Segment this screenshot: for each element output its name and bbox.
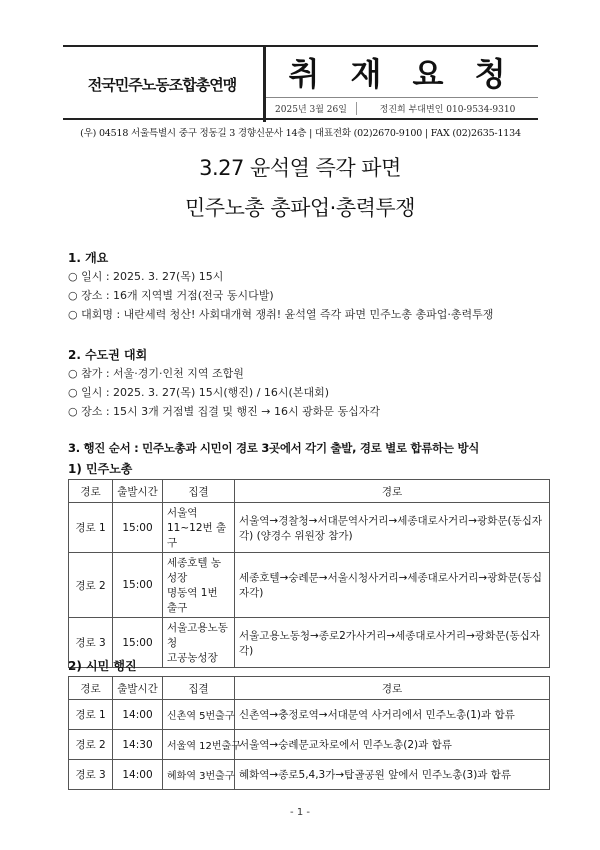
main-title-line2: 민주노총 총파업·총력투쟁 (185, 196, 415, 220)
section2-bullet (68, 365, 244, 381)
section2-heading: 2. 수도권 대회 (68, 348, 148, 362)
cell-time: 14:00 (113, 760, 163, 790)
col-time: 출발시간 (113, 480, 163, 503)
cell-time: 15:00 (113, 503, 163, 553)
doc-type-title: 취 재 요 청 (288, 55, 516, 93)
cell-route: 경로 2 (69, 553, 113, 618)
section2-bullet (68, 403, 380, 419)
citizen-route-table (68, 676, 550, 790)
union-route-table (68, 479, 550, 668)
cell-route: 경로 1 (69, 503, 113, 553)
cell-route: 경로 2 (69, 730, 113, 760)
cell-path: 서울고용노동청→종로2가사거리→세종대로사거리→광화문(동십자각) (235, 618, 550, 668)
cell-route: 경로 1 (69, 700, 113, 730)
cell-gather: 서울역 11~12번 출구 (163, 503, 235, 553)
col-path: 경로 (235, 480, 550, 503)
bullet-marker: ○ (68, 270, 78, 283)
col-gather: 집결 (163, 480, 235, 503)
org-name: 전국민주노동조합총연맹 (87, 76, 237, 94)
cell-time: 14:30 (113, 730, 163, 760)
table-header-row (69, 677, 550, 700)
table-row (69, 700, 550, 730)
cell-gather: 신촌역 5번출구 (163, 700, 235, 730)
bullet-text: 일시 : 2025. 3. 27(목) 15시 (81, 270, 224, 283)
main-title-line1: 3.27 윤석열 즉각 파면 (199, 156, 401, 180)
col-time: 출발시간 (113, 677, 163, 700)
table-row (69, 618, 550, 668)
bullet-text: 일시 : 2025. 3. 27(목) 15시(행진) / 16시(본대회) (81, 386, 329, 399)
col-path: 경로 (235, 677, 550, 700)
bullet-marker: ○ (68, 289, 78, 302)
bullet-text: 장소 : 15시 3개 거점별 집결 및 행진 → 16시 광화문 동십자각 (81, 405, 381, 418)
cell-gather: 서울역 12번출구 (163, 730, 235, 760)
address-line: (우) 04518 서울특별시 중구 정동길 3 경향신문사 14층 | 대표전화 (02)2670-9100 | FAX (02)2635-1134 (80, 128, 521, 139)
section3-heading: 3. 행진 순서 : 민주노총과 시민이 경로 3곳에서 각기 출발, 경로 별로 합류하는 방식 (68, 441, 480, 455)
section1-bullet (68, 268, 223, 284)
cell-path: 서울역→숭례문교차로에서 민주노총(2)과 합류 (235, 730, 550, 760)
section1-heading: 1. 개요 (68, 251, 109, 265)
cell-path: 서울역→경찰청→서대문역사거리→세종대로사거리→광화문(동십자각) (양경수 위원장 참가) (235, 503, 550, 553)
col-route: 경로 (69, 677, 113, 700)
section2-bullet (68, 384, 329, 400)
table2-caption: 2) 시민 행진 (68, 659, 137, 673)
cell-route: 경로 3 (69, 618, 113, 668)
col-route: 경로 (69, 480, 113, 503)
header-bottom-rule (63, 118, 538, 120)
table-header-row (69, 480, 550, 503)
cell-time: 14:00 (113, 700, 163, 730)
bullet-marker: ○ (68, 308, 78, 321)
doc-contact: 정진희 부대변인 010-9534-9310 (379, 104, 516, 115)
bullet-text: 장소 : 16개 지역별 거점(전국 동시다발) (81, 289, 274, 302)
section1-bullet (68, 306, 493, 322)
doc-date: 2025년 3월 26일 (266, 102, 357, 115)
col-gather: 집결 (163, 677, 235, 700)
bullet-marker: ○ (68, 386, 78, 399)
bullet-marker: ○ (68, 405, 78, 418)
section1-bullet (68, 287, 274, 303)
header-subline (266, 97, 538, 118)
cell-path: 세종호텔→숭례문→서울시청사거리→세종대로사거리→광화문(동십자각) (235, 553, 550, 618)
table-row (69, 503, 550, 553)
cell-time: 15:00 (113, 553, 163, 618)
cell-gather: 혜화역 3번출구 (163, 760, 235, 790)
table-row (69, 730, 550, 760)
bullet-marker: ○ (68, 367, 78, 380)
bullet-text: 대회명 : 내란세력 청산! 사회대개혁 쟁취! 윤석열 즉각 파면 민주노총 총파업·총력투쟁 (81, 308, 494, 321)
bullet-text: 참가 : 서울·경기·인천 지역 조합원 (81, 367, 244, 380)
cell-path: 혜화역→종로5,4,3가→탑골공원 앞에서 민주노총(3)과 합류 (235, 760, 550, 790)
table-row (69, 553, 550, 618)
cell-time: 15:00 (113, 618, 163, 668)
cell-gather: 서울고용노동청 고공농성장 (163, 618, 235, 668)
table-row (69, 760, 550, 790)
cell-route: 경로 3 (69, 760, 113, 790)
cell-gather: 세종호텔 농성장 명동역 1번 출구 (163, 553, 235, 618)
cell-path: 신촌역→충정로역→서대문역 사거리에서 민주노총(1)과 합류 (235, 700, 550, 730)
table1-caption: 1) 민주노총 (68, 462, 133, 476)
page-number: - 1 - (290, 807, 310, 818)
